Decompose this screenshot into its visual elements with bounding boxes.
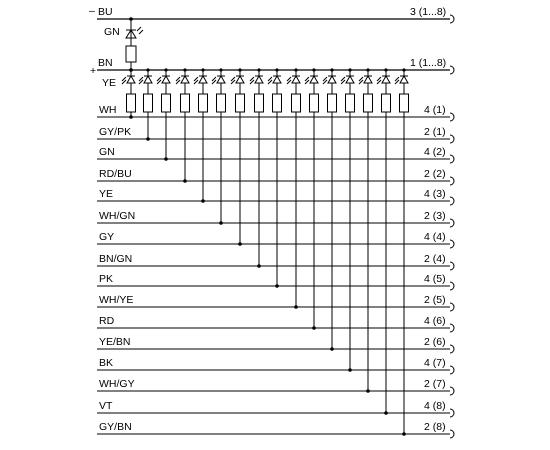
resistor (400, 94, 409, 112)
led-icon (377, 76, 390, 84)
pin-label: 4 (4) (424, 231, 446, 243)
pin-label: 4 (6) (424, 315, 446, 327)
channel-5 (97, 68, 454, 205)
terminal (450, 345, 454, 353)
terminal (450, 197, 454, 205)
resistor (127, 94, 136, 112)
wire-color-label: PK (99, 273, 114, 285)
resistor (144, 94, 153, 112)
led-icon (212, 76, 225, 84)
led-icon (341, 76, 354, 84)
channel-group (97, 68, 454, 438)
led-icon (268, 76, 281, 84)
pin-label: 2 (3) (424, 210, 446, 222)
resistor (181, 94, 190, 112)
pin-label: 2 (4) (424, 253, 446, 265)
positive-wire-label: BN (98, 57, 113, 69)
terminal (450, 430, 454, 438)
terminal (450, 409, 454, 417)
pin-label: 4 (7) (424, 357, 446, 369)
terminal (450, 262, 454, 270)
wire-color-label: RD/BU (99, 168, 132, 180)
terminal (450, 113, 454, 121)
terminal (450, 324, 454, 332)
pin-label: 2 (5) (424, 294, 446, 306)
pin-label: 4 (3) (424, 188, 446, 200)
led-icon (157, 76, 170, 84)
resistor (162, 94, 171, 112)
wire-color-label: BN/GN (99, 253, 133, 265)
pin-label: 2 (8) (424, 421, 446, 433)
channel-4 (97, 68, 454, 185)
terminal (450, 387, 454, 395)
resistor (328, 94, 337, 112)
terminal (450, 303, 454, 311)
positive-terminal (450, 66, 454, 74)
pin-label: 4 (2) (424, 146, 446, 158)
led-icon (194, 76, 207, 84)
led-icon (139, 76, 152, 84)
pin-label: 4 (1) (424, 104, 446, 116)
led-icon (305, 76, 318, 84)
led-icon (323, 76, 336, 84)
positive-rail (90, 57, 454, 77)
wire-color-label: GY (99, 231, 115, 243)
channel-15 (97, 68, 454, 417)
terminal (450, 240, 454, 248)
resistor (255, 94, 264, 112)
wire-color-label: WH (99, 104, 117, 116)
terminal (450, 177, 454, 185)
negative-pin-label: 3 (1...8) (410, 6, 447, 18)
resistor (273, 94, 282, 112)
terminal (450, 366, 454, 374)
negative-sign: – (89, 5, 95, 17)
pin-label: 4 (8) (424, 400, 446, 412)
power-led-label: GN (104, 26, 120, 38)
wire-color-label: YE (99, 188, 114, 200)
resistor (292, 94, 301, 112)
resistor (217, 94, 226, 112)
wire-color-label: GY/BN (99, 421, 132, 433)
wire-color-label: WH/YE (99, 294, 134, 306)
pin-label: 2 (6) (424, 336, 446, 348)
negative-wire-label: BU (98, 6, 113, 18)
led-icon (395, 76, 408, 84)
led-icon (250, 76, 263, 84)
resistor (346, 94, 355, 112)
led-icon (287, 76, 300, 84)
signal-led-label: YE (102, 77, 117, 89)
resistor (199, 94, 208, 112)
terminal (450, 155, 454, 163)
led-icon (359, 76, 372, 84)
channel-16 (97, 68, 454, 438)
pin-label: 2 (1) (424, 126, 446, 138)
resistor (236, 94, 245, 112)
resistor (310, 94, 319, 112)
terminal (450, 282, 454, 290)
power-led-resistor (126, 46, 136, 62)
channel-6 (97, 68, 454, 227)
resistor (364, 94, 373, 112)
led-icon (176, 76, 189, 84)
wire-color-label: GN (99, 146, 115, 158)
pin-label: 4 (5) (424, 273, 446, 285)
pin-label: 2 (7) (424, 378, 446, 390)
negative-terminal (450, 15, 454, 23)
wire-color-label: YE/BN (99, 336, 131, 348)
pin-label: 2 (2) (424, 168, 446, 180)
resistor (382, 94, 391, 112)
positive-pin-label: 1 (1...8) (410, 57, 447, 69)
wire-color-label: WH/GN (99, 210, 136, 222)
power-led-icon (126, 27, 143, 38)
terminal (450, 219, 454, 227)
terminal (450, 135, 454, 143)
wire-color-label: RD (99, 315, 115, 327)
negative-rail (89, 5, 454, 23)
led-icon (231, 76, 244, 84)
wire-color-label: GY/PK (99, 126, 132, 138)
led-icon (122, 76, 135, 84)
positive-sign: + (90, 65, 97, 77)
wire-color-label: WH/GY (99, 378, 135, 390)
wire-color-label: VT (99, 400, 113, 412)
wire-color-label: BK (99, 357, 114, 369)
